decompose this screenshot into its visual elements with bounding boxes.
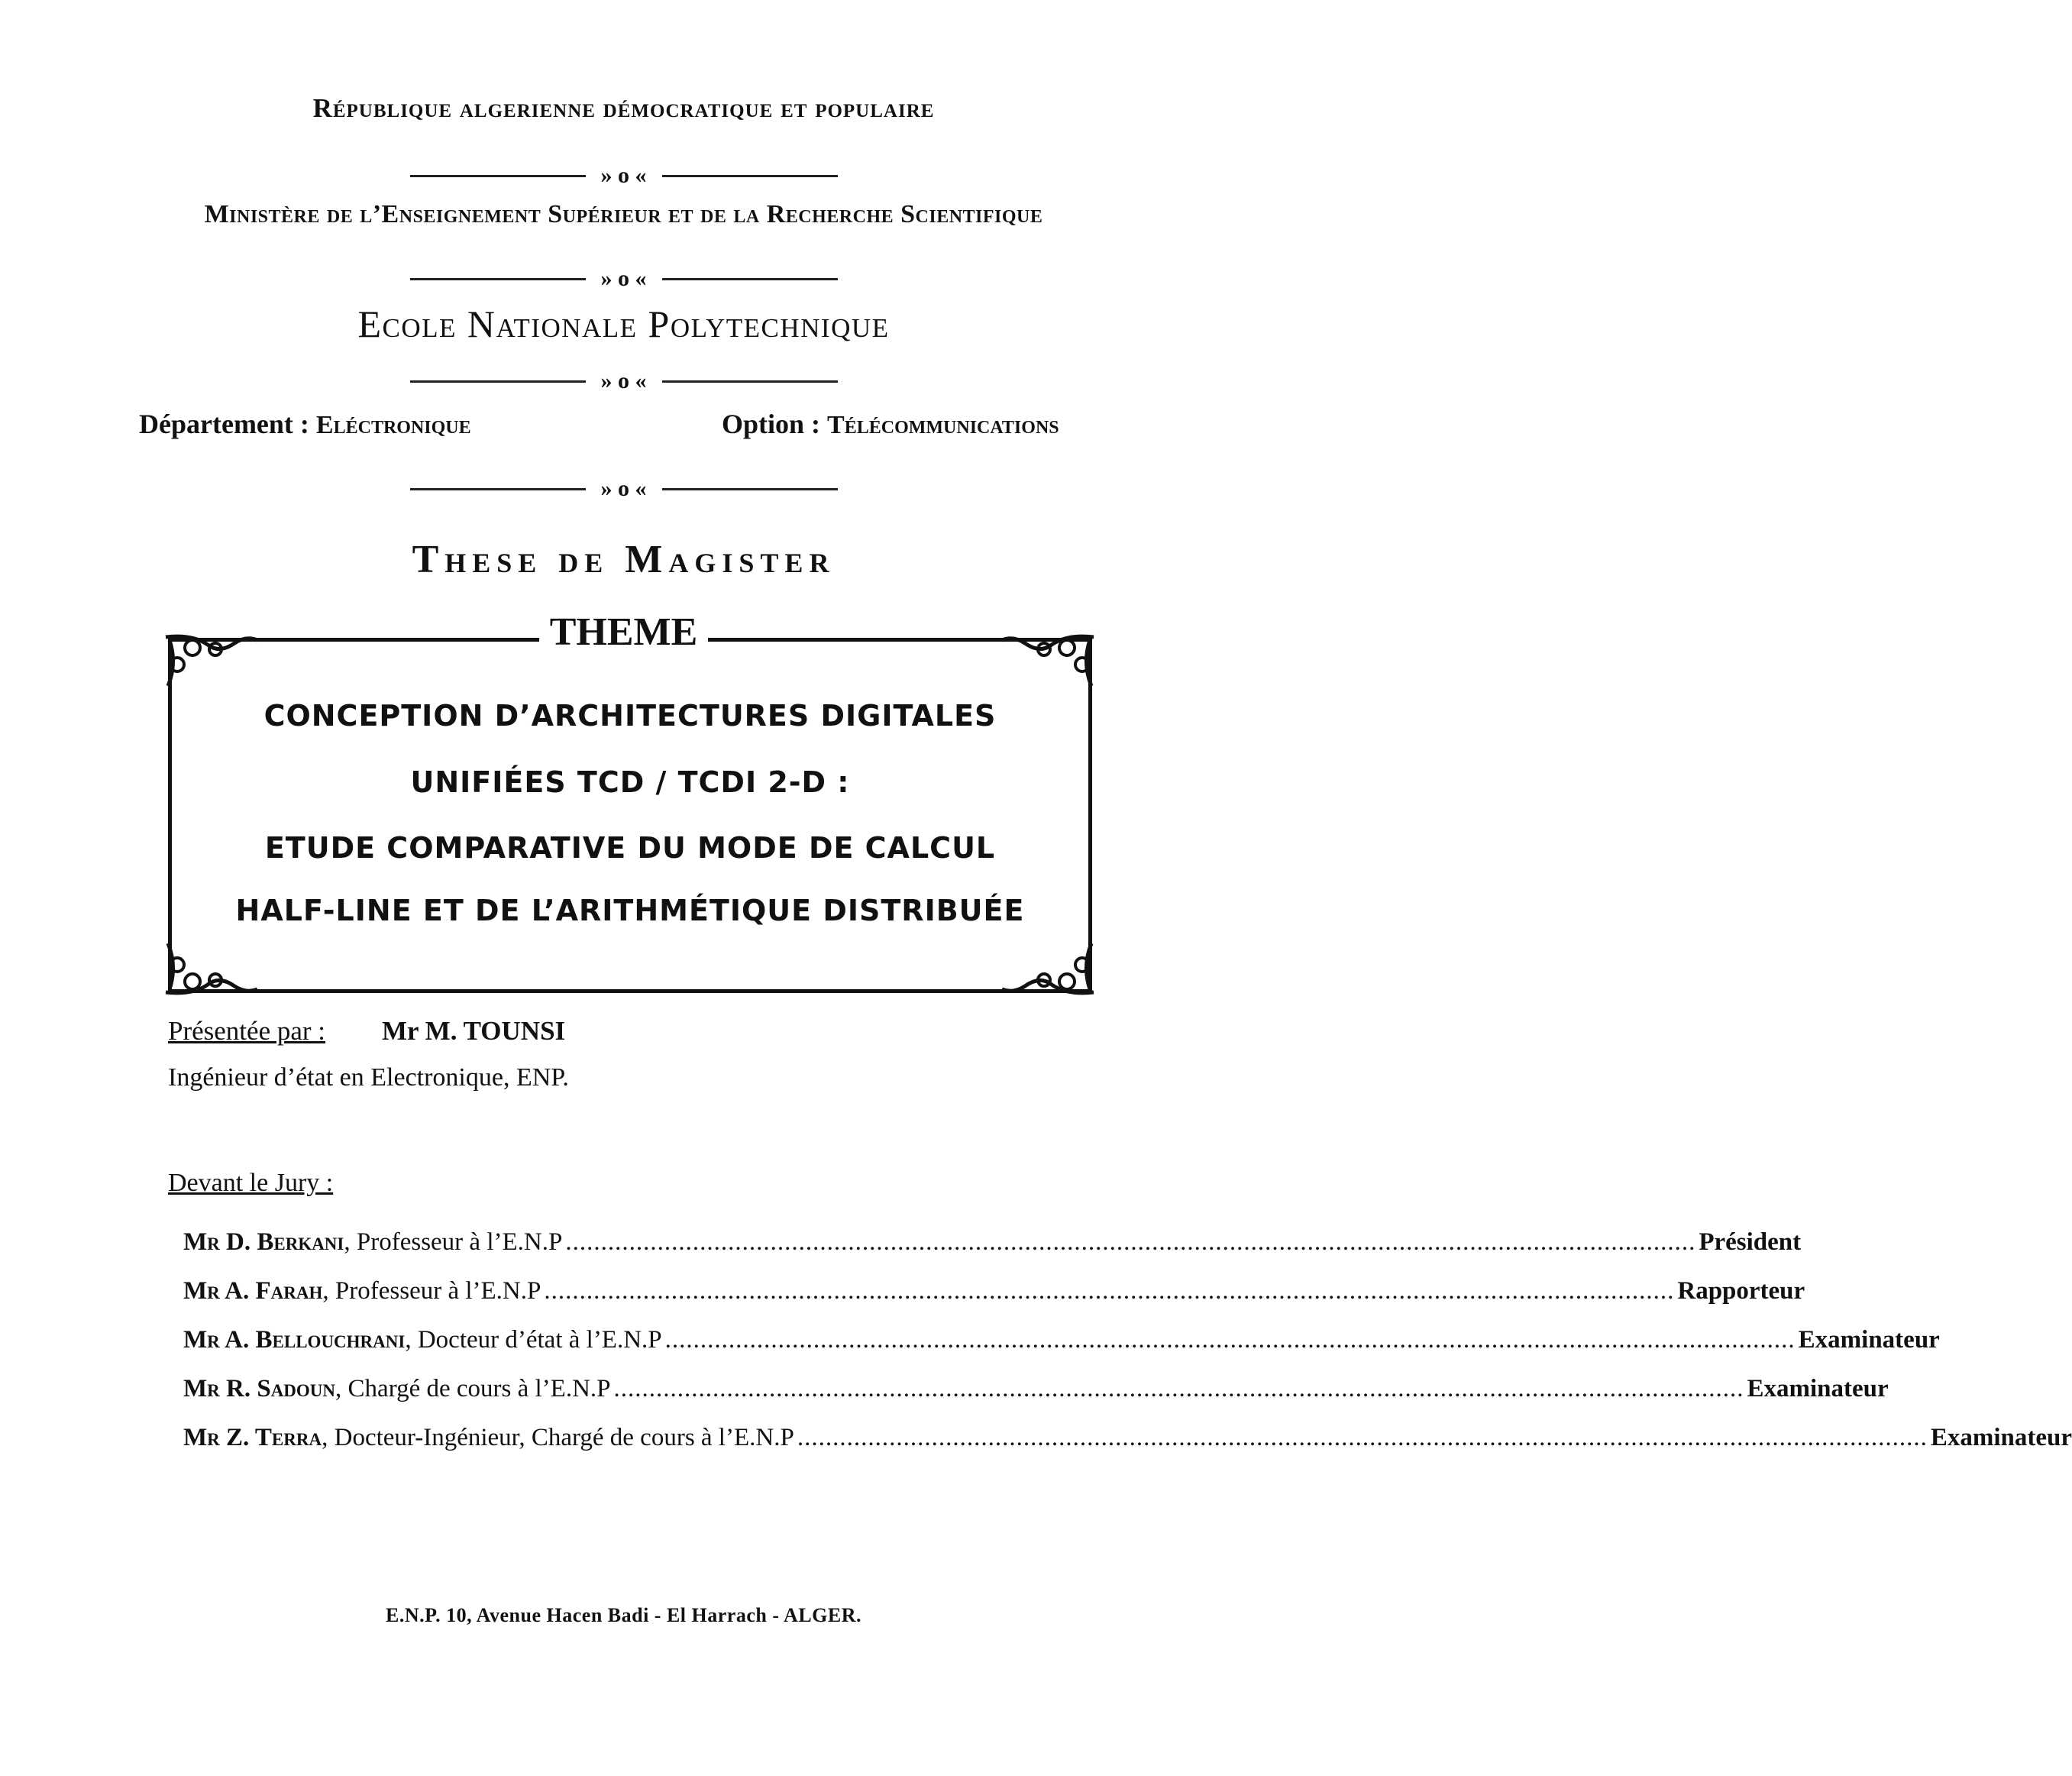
option-value: Télécommunications — [827, 411, 1059, 439]
republic-heading: République algerienne démocratique et populaire — [312, 93, 935, 123]
jury-member-desc: , Docteur-Ingénieur, Chargé de cours à l’E.N.P — [322, 1424, 794, 1451]
department-line — [139, 408, 471, 440]
option-line — [722, 408, 1059, 440]
separator-mark: » o « — [600, 266, 647, 291]
dot-leader: ................................................................................................................................................................ — [565, 1228, 1696, 1256]
dot-leader: ................................................................................................................................................................ — [664, 1326, 1796, 1354]
jury-heading: Devant le Jury : — [168, 1169, 334, 1197]
separator — [0, 164, 1247, 187]
footer-address: E.N.P. 10, Avenue Hacen Badi - El Harrach - ALGER. — [385, 1604, 862, 1626]
jury-member-row — [183, 1277, 1805, 1312]
separator — [0, 267, 1247, 290]
theme-frame — [168, 638, 1092, 993]
jury-member-role: Examinateur — [1747, 1375, 1889, 1402]
ornament-bottom-left — [162, 936, 261, 997]
dot-leader: ................................................................................................................................................................ — [613, 1375, 1744, 1402]
jury-member-desc: , Professeur à l’E.N.P — [344, 1228, 563, 1256]
jury-member-name: Mr D. Berkani — [183, 1228, 344, 1256]
dot-leader: ................................................................................................................................................................ — [797, 1424, 1928, 1451]
jury-member-role: Président — [1699, 1228, 1802, 1256]
presenter-name: Mr M. TOUNSI — [382, 1016, 566, 1046]
separator-mark: » o « — [600, 476, 647, 501]
jury-member-role: Examinateur — [1930, 1424, 2072, 1451]
school-name: Ecole Nationale Polytechnique — [357, 302, 890, 345]
separator — [0, 370, 1247, 393]
ministry-heading: Ministère de l’Enseignement Supérieur et de la Recherche Scientifique — [204, 200, 1043, 228]
presenter-title: Ingénieur d’état en Electronique, ENP. — [168, 1063, 569, 1092]
jury-member-role: Rapporteur — [1677, 1277, 1805, 1305]
theme-title-line: CONCEPTION D’ARCHITECTURES DIGITALES — [263, 699, 997, 733]
jury-member-row — [183, 1228, 1802, 1263]
jury-member-row — [183, 1375, 1889, 1410]
jury-member-row — [183, 1424, 2072, 1459]
separator-mark: » o « — [600, 163, 647, 188]
jury-member-name: Mr A. Farah — [183, 1277, 323, 1305]
separator — [0, 477, 1247, 500]
ornament-top-right — [998, 632, 1097, 694]
jury-member-desc: , Professeur à l’E.N.P — [322, 1277, 541, 1305]
theme-label: THEME — [539, 610, 709, 654]
jury-member-desc: , Chargé de cours à l’E.N.P — [335, 1375, 611, 1402]
jury-member-row — [183, 1326, 1940, 1361]
department-label: Département : — [139, 409, 309, 439]
presented-by-label: Présentée par : — [168, 1016, 326, 1046]
dot-leader: ................................................................................................................................................................ — [544, 1277, 1675, 1305]
theme-title-line: UNIFIÉES TCD / TCDI 2-D : — [410, 765, 850, 799]
jury-member-role: Examinateur — [1798, 1326, 1940, 1354]
department-value: Eléctronique — [315, 411, 471, 439]
thesis-type: These de Magister — [412, 538, 836, 581]
jury-member-name: Mr A. Bellouchrani — [183, 1326, 406, 1354]
jury-member-desc: , Docteur d’état à l’E.N.P — [405, 1326, 662, 1354]
option-label: Option : — [722, 409, 821, 439]
theme-title-line: HALF-LINE ET DE L’ARITHMÉTIQUE DISTRIBUÉE — [235, 894, 1025, 927]
ornament-top-left — [162, 632, 261, 694]
theme-title-line: ETUDE COMPARATIVE DU MODE DE CALCUL — [264, 831, 996, 865]
jury-member-name: Mr Z. Terra — [183, 1424, 322, 1451]
separator-mark: » o « — [600, 368, 647, 393]
ornament-bottom-right — [998, 936, 1097, 997]
jury-member-name: Mr R. Sadoun — [183, 1375, 336, 1402]
